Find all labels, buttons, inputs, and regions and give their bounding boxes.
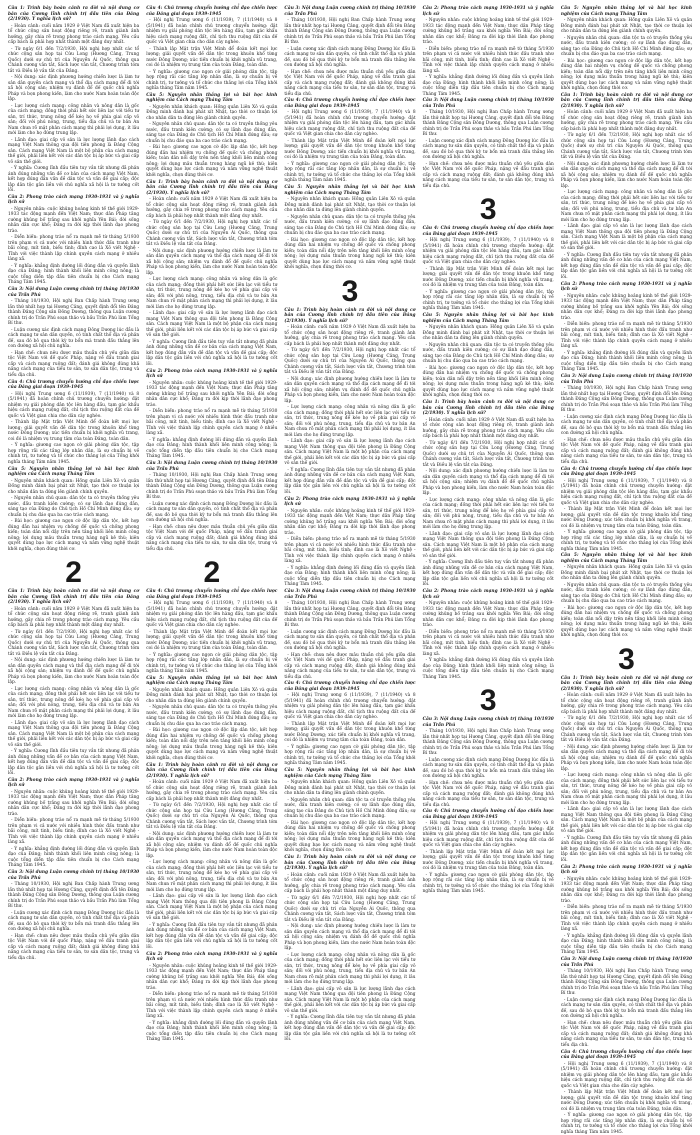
question-title: Câu 5: Nguyên nhân thắng lợi và bài học kinh nghiệm của Cách mạng Tháng Tám bbox=[146, 675, 278, 687]
answer-paragraph: - Nội dung: xác định phương hướng chiến lược là làm tư sản dân quyền cách mạng và thổ địa cách mạng để đi tới xã hội cộng sản; nhiệm vụ đánh đổ đế quốc chủ nghĩa Pháp và bọn phong kiến, làm cho nước Nam hoàn toàn độc lập. bbox=[8, 658, 140, 686]
question-title: Câu 3: Nội dung Luận cương chính trị tháng 10/1930 của Trần Phú bbox=[8, 870, 140, 881]
answer-paragraph: - Hoàn cảnh: cuối năm 1929 ở Việt Nam đã xuất hiện ba tổ chức cộng sản hoạt động riêng rẽ, tranh giành ảnh hưởng, gây chia rẽ trong phong trào cách mạng. Yêu cầu cấp bách là phải hợp nhất thành một đảng duy nhất. bbox=[146, 780, 278, 802]
answer-paragraph: - Thành lập Mặt trận Việt Minh để đoàn kết mọi lực lượng; giải quyết vấn đề dân tộc trong khuôn khổ từng nước Đông Dương; xúc tiến chuẩn bị khởi nghĩa vũ trang, coi đó là nhiệm vụ trung tâm của toàn Đảng, toàn dân. bbox=[422, 849, 554, 872]
answer-paragraph: - Diễn biến: phong trào nổ ra mạnh mẽ từ tháng 5/1930 trên phạm vi cả nước với nhiều hình thức đấu tranh như bãi công, mít tinh, biểu tình; đỉnh cao là Xô viết Nghệ - Tĩnh với việc thành lập chính quyền cách mạng ở nhiều làng xã. bbox=[8, 235, 140, 263]
answer-paragraph: - Luận cương xác định cách mạng Đông Dương lúc đầu là cách mạng tư sản dân quyền, có tính chất thổ địa và phản đế, sau đó bỏ qua thời kỳ tư bổn mà tranh đấu thẳng lên con đường xã hội chủ nghĩa. bbox=[284, 46, 416, 68]
question-block bbox=[146, 461, 277, 552]
question-block bbox=[8, 589, 139, 777]
answer-paragraph: - Luận cương xác định cách mạng Đông Dương lúc đầu là cách mạng tư sản dân quyền, có tính chất thổ địa và phản đế, sau đó bỏ qua thời kỳ tư bổn mà tranh đấu thẳng lên con đường xã hội chủ nghĩa. bbox=[422, 138, 554, 161]
question-title: Câu 1: Trình bày hoàn cảnh ra đời và nội dung cơ bản của Cương lĩnh chính trị đầu tiên của Đảng (2/1930). Ý nghĩa lịch sử? bbox=[284, 307, 416, 324]
answer-paragraph: - Nguyên nhân chủ quan: dân tộc ta có truyền thống yêu nước, đấu tranh kiên cường; có sự lãnh đạo đúng đắn, sáng tạo của Đảng do Chủ tịch Hồ Chí Minh đứng đầu; sự chuẩn bị chu đáo qua ba cao trào cách mạng. bbox=[284, 797, 416, 820]
question-block bbox=[8, 6, 139, 194]
question-block bbox=[561, 467, 692, 553]
answer-paragraph: - Nguyên nhân khách quan: Hồng quân Liên Xô và quân Đồng minh đánh bại phát xít Nhật, tạo thời cơ thuận lợi cho nhân dân ta đứng lên giành chính quyền. bbox=[422, 325, 554, 342]
answer-paragraph: - Hội nghị Trung ương 6 (11/1939), 7 (11/1940) và 8 (5/1941) đã hoàn chỉnh chủ trương chuyển hướng: đặt nhiệm vụ giải phóng dân tộc lên hàng đầu, tạm gác khẩu hiệu cách mạng ruộng đất, chỉ tịch thu ruộng đất của đế quốc và Việt gian chia cho dân cày nghèo. bbox=[284, 693, 416, 721]
answer-paragraph: - Từ ngày 6/1 đến 7/2/1930, Hội nghị hợp nhất các tổ chức cộng sản họp tại Cửu Long (Hương Cảng, Trung Quốc) dưới sự chủ trì của Nguyễn Ái Quốc, thông qua Chánh cương vắn tắt, Sách lược vắn tắt, Chương trình tóm tắt và Điều lệ vắn tắt của Đảng. bbox=[560, 716, 693, 744]
answer-paragraph: - Nguyên nhân chủ quan: dân tộc ta có truyền thống yêu nước, đấu tranh kiên cường; có sự lãnh đạo đúng đắn, sáng tạo của Đảng do Chủ tịch Hồ Chí Minh đứng đầu; sự chuẩn bị chu đáo qua ba cao trào cách mạng. bbox=[560, 582, 693, 605]
answer-paragraph: - Nguyên nhân khách quan: Hồng quân Liên Xô và quân Đồng minh đánh bại phát xít Nhật, tạo thời cơ thuận lợi cho nhân dân ta đứng lên giành chính quyền. bbox=[560, 565, 693, 582]
answer-paragraph: - Diễn biến: phong trào nổ ra mạnh mẽ từ tháng 5/1930 trên phạm vi cả nước với nhiều hình thức đấu tranh như bãi công, mít tinh, biểu tình; đỉnh cao là Xô viết Nghệ - Tĩnh với việc thành lập chính quyền cách mạng ở nhiều làng xã. bbox=[560, 905, 693, 933]
answer-paragraph: - Ý nghĩa: Cương lĩnh đầu tiên tuy vắn tắt nhưng đã phản ánh đúng những vấn đề cơ bản của cách mạng Việt Nam, kết hợp đúng đắn vấn đề dân tộc và vấn đề giai cấp; độc lập dân tộc gắn liền với chủ nghĩa xã hội là tư tưởng cốt lõi. bbox=[8, 749, 140, 777]
question-title: Câu 1: Trình bày hoàn cảnh ra đời và nội dung cơ bản của Cương lĩnh chính trị đầu tiên của Đảng (2/1930). Ý nghĩa lịch sử? bbox=[284, 855, 416, 872]
answer-paragraph: - Nguyên nhân chủ quan: dân tộc ta có truyền thống yêu nước, đấu tranh kiên cường; có sự lãnh đạo đúng đắn, sáng tạo của Đảng do Chủ tịch Hồ Chí Minh đứng đầu; sự chuẩn bị chu đáo qua ba cao trào cách mạng. bbox=[146, 705, 278, 727]
answer-paragraph: - Nguyên nhân khách quan: Hồng quân Liên Xô và quân Đồng minh đánh bại phát xít Nhật, tạo thời cơ thuận lợi cho nhân dân ta đứng lên giành chính quyền. bbox=[284, 780, 416, 797]
question-block bbox=[423, 589, 554, 680]
answer-paragraph: - Thành lập Mặt trận Việt Minh để đoàn kết mọi lực lượng; giải quyết vấn đề dân tộc trong khuôn khổ từng nước Đông Dương; xúc tiến chuẩn bị khởi nghĩa vũ trang, coi đó là nhiệm vụ trung tâm của toàn Đảng, toàn dân. bbox=[284, 721, 416, 744]
answer-paragraph: - Luận cương xác định cách mạng Đông Dương lúc đầu là cách mạng tư sản dân quyền, có tính chất thổ địa và phản đế, sau đó bỏ qua thời kỳ tư bổn mà tranh đấu thẳng lên con đường xã hội chủ nghĩa. bbox=[560, 997, 693, 1020]
question-title: Câu 3: Nội dung Luận cương chính trị tháng 10/1930 của Trần Phú bbox=[422, 717, 554, 728]
question-title: Câu 2: Phong trào cách mạng 1930-1931 và ý nghĩa lịch sử bbox=[146, 951, 278, 963]
answer-paragraph: - Từ ngày 6/1 đến 7/2/1930, Hội nghị hợp nhất các tổ chức cộng sản họp tại Cửu Long (Hương Cảng, Trung Quốc) dưới sự chủ trì của Nguyễn Ái Quốc, thông qua Chánh cương vắn tắt, Sách lược vắn tắt, Chương trình tóm tắt và Điều lệ vắn tắt của Đảng. bbox=[560, 133, 693, 161]
question-block bbox=[423, 313, 554, 399]
answer-paragraph: - Lực lượng cách mạng: công nhân và nông dân là gốc của cách mạng; đồng thời phải hết sức liên lạc với tiểu tư sản, trí thức, trung nông để kéo họ về phía giai cấp vô sản; đối với phú nông, trung, tiểu địa chủ và tư bản An Nam chưa rõ mặt phản cách mạng thì phải lợi dụng, ít lâu mới làm cho họ đứng trung lập. bbox=[284, 952, 416, 986]
question-title: Câu 1: Trình bày hoàn cảnh ra đời và nội dung cơ bản của Cương lĩnh chính trị đầu tiên của Đảng (2/1930). Ý nghĩa lịch sử? bbox=[146, 179, 278, 196]
question-title: Câu 1: Trình bày hoàn cảnh ra đời và nội dung cơ bản của Cương lĩnh chính trị đầu tiên của Đảng (2/1930). Ý nghĩa lịch sử? bbox=[8, 6, 140, 22]
answer-paragraph: - Từ ngày 6/1 đến 7/2/1930, Hội nghị hợp nhất các tổ chức cộng sản họp tại Cửu Long (Hương Cảng, Trung Quốc) dưới sự chủ trì của Nguyễn Ái Quốc, thông qua Chánh cương vắn tắt, Sách lược vắn tắt, Chương trình tóm tắt và Điều lệ vắn tắt của Đảng. bbox=[8, 46, 140, 74]
answer-paragraph: - Diễn biến: phong trào nổ ra mạnh mẽ từ tháng 5/1930 trên phạm vi cả nước với nhiều hình thức đấu tranh như bãi công, mít tinh, biểu tình; đỉnh cao là Xô viết Nghệ - Tĩnh với việc thành lập chính quyền cách mạng ở nhiều làng xã. bbox=[560, 322, 693, 350]
answer-paragraph: - Ý nghĩa: khẳng định đường lối đúng đắn và quyền lãnh đạo của Đảng; hình thành khối liên minh công nông; là cuộc tổng diễn tập đầu tiên chuẩn bị cho Cách mạng Tháng Tám 1945. bbox=[8, 263, 140, 286]
question-title: Câu 4: Chủ trương chuyển hướng chỉ đạo chiến lược của Đảng giai đoạn 1939-1945 bbox=[284, 681, 416, 692]
question-title: Câu 1: Trình bày hoàn cảnh ra đời và nội dung cơ bản của Cương lĩnh chính trị đầu tiên của Đảng (2/1930). Ý nghĩa lịch sử? bbox=[560, 675, 693, 692]
question-title: Câu 3: Nội dung Luận cương chính trị tháng 10/1930 của Trần Phú bbox=[560, 957, 693, 968]
answer-paragraph: - Tháng 10/1930, Hội nghị Ban Chấp hành Trung ương lần thứ nhất họp tại Hương Cảng, quyết định đổi tên Đảng thành Đảng Cộng sản Đông Dương, thông qua Luận cương chính trị do Trần Phú soạn thảo và bầu Trần Phú làm Tổng Bí thư. bbox=[560, 386, 693, 414]
question-title: Câu 2: Phong trào cách mạng 1930-1931 và ý nghĩa lịch sử bbox=[422, 589, 554, 600]
question-title: Câu 3: Nội dung Luận cương chính trị tháng 10/1930 của Trần Phú bbox=[8, 287, 140, 298]
answer-paragraph: - Tháng 10/1930, Hội nghị Ban Chấp hành Trung ương lần thứ nhất họp tại Hương Cảng, quyết định đổi tên Đảng thành Đảng Cộng sản Đông Dương, thông qua Luận cương chính trị do Trần Phú soạn thảo và bầu Trần Phú làm Tổng Bí thư. bbox=[422, 729, 554, 757]
question-title: Câu 3: Nội dung Luận cương chính trị tháng 10/1930 của Trần Phú bbox=[284, 6, 416, 17]
answer-paragraph: - Ý nghĩa: giương cao ngọn cờ giải phóng dân tộc, tập hợp rộng rãi các tầng lớp nhân dân, là sự chuẩn bị về chính trị, tư tưởng và tổ chức cho thắng lợi của Tổng khởi nghĩa tháng Tám năm 1945. bbox=[146, 69, 278, 91]
text-column-4 bbox=[423, 6, 554, 956]
question-block bbox=[561, 553, 692, 639]
answer-paragraph: - Hoàn cảnh: cuối năm 1929 ở Việt Nam đã xuất hiện ba tổ chức cộng sản hoạt động riêng rẽ, tranh giành ảnh hưởng, gây chia rẽ trong phong trào cách mạng. Yêu cầu cấp bách là phải hợp nhất thành một đảng duy nhất. bbox=[8, 23, 140, 45]
question-title: Câu 3: Nội dung Luận cương chính trị tháng 10/1930 của Trần Phú bbox=[560, 374, 693, 385]
answer-paragraph: - Ý nghĩa: Cương lĩnh đầu tiên tuy vắn tắt nhưng đã phản ánh đúng những vấn đề cơ bản của cách mạng Việt Nam, kết hợp đúng đắn vấn đề dân tộc và vấn đề giai cấp; độc lập dân tộc gắn liền với chủ nghĩa xã hội là tư tưởng cốt lõi. bbox=[422, 560, 554, 588]
question-block bbox=[561, 676, 692, 864]
answer-paragraph: - Lực lượng cách mạng: công nhân và nông dân là gốc của cách mạng; đồng thời phải hết sức liên lạc với tiểu tư sản, trí thức, trung nông để kéo họ về phía giai cấp vô sản; đối với phú nông, trung, tiểu địa chủ và tư bản An Nam chưa rõ mặt phản cách mạng thì phải lợi dụng, ít lâu mới làm cho họ đứng trung lập. bbox=[422, 497, 554, 531]
answer-paragraph: - Thành lập Mặt trận Việt Minh để đoàn kết mọi lực lượng; giải quyết vấn đề dân tộc trong khuôn khổ từng nước Đông Dương; xúc tiến chuẩn bị khởi nghĩa vũ trang, coi đó là nhiệm vụ trung tâm của toàn Đảng, toàn dân. bbox=[8, 420, 140, 442]
answer-paragraph: - Lãnh đạo: giai cấp vô sản là lực lượng lãnh đạo cách mạng Việt Nam thông qua đội tiên phong là Đảng Cộng sản. Cách mạng Việt Nam là một bộ phận của cách mạng thế giới, phải liên kết với các dân tộc bị áp bức và giai cấp vô sản thế giới. bbox=[560, 224, 693, 252]
answer-paragraph: - Lãnh đạo: giai cấp vô sản là lực lượng lãnh đạo cách mạng Việt Nam thông qua đội tiên phong là Đảng Cộng sản. Cách mạng Việt Nam là một bộ phận của cách mạng thế giới, phải liên kết với các dân tộc bị áp bức và giai cấp vô sản thế giới. bbox=[560, 807, 693, 835]
answer-paragraph: - Ý nghĩa: khẳng định đường lối đúng đắn và quyền lãnh đạo của Đảng; hình thành khối liên minh công nông; là cuộc tổng diễn tập đầu tiên chuẩn bị cho Cách mạng Tháng Tám 1945. bbox=[146, 437, 278, 460]
question-block bbox=[146, 952, 277, 1043]
question-block bbox=[423, 6, 554, 97]
answer-paragraph: - Nguyên nhân khách quan: Hồng quân Liên Xô và quân Đồng minh đánh bại phát xít Nhật, tạo thời cơ thuận lợi cho nhân dân ta đứng lên giành chính quyền. bbox=[560, 18, 693, 34]
answer-paragraph: - Ý nghĩa: Cương lĩnh đầu tiên tuy vắn tắt nhưng đã phản ánh đúng những vấn đề cơ bản của cách mạng Việt Nam, kết hợp đúng đắn vấn đề dân tộc và vấn đề giai cấp; độc lập dân tộc gắn liền với chủ nghĩa xã hội là tư tưởng cốt lõi. bbox=[560, 252, 693, 280]
question-title: Câu 4: Chủ trương chuyển hướng chỉ đạo chiến lược của Đảng giai đoạn 1939-1945 bbox=[422, 809, 554, 820]
answer-paragraph: - Nguyên nhân: cuộc khủng hoảng kinh tế thế giới 1929-1933 tác động mạnh đến Việt Nam; thực dân Pháp tăng cường khủng bố trắng sau khởi nghĩa Yên Bái; đời sống nhân dân cực khổ; Đảng ra đời kịp thời lãnh đạo phong trào. bbox=[8, 789, 140, 817]
question-block bbox=[423, 98, 554, 189]
question-title: Câu 4: Chủ trương chuyển hướng chỉ đạo chiến lược của Đảng giai đoạn 1939-1945 bbox=[284, 98, 416, 109]
answer-paragraph: - Ý nghĩa: khẳng định đường lối đúng đắn và quyền lãnh đạo của Đảng; hình thành khối liên minh công nông; là cuộc tổng diễn tập đầu tiên chuẩn bị cho Cách mạng Tháng Tám 1945. bbox=[284, 565, 416, 588]
answer-paragraph: - Hoàn cảnh: cuối năm 1929 ở Việt Nam đã xuất hiện ba tổ chức cộng sản hoạt động riêng rẽ, tranh giành ảnh hưởng, gây chia rẽ trong phong trào cách mạng. Yêu cầu cấp bách là phải hợp nhất thành một đảng duy nhất. bbox=[560, 693, 693, 715]
text-column-1 bbox=[8, 6, 140, 961]
answer-paragraph: - Bài học: giương cao ngọn cờ độc lập dân tộc, kết hợp đúng đắn hai nhiệm vụ chống đế quốc và chống phong kiến; toàn dân nổi dậy trên nền tảng khối liên minh công nông; lợi dụng mâu thuẫn trong hàng ngũ kẻ thù; kiên quyết dùng bạo lực cách mạng và nắm vững nghệ thuật khởi nghĩa, chọn đúng thời cơ. bbox=[560, 605, 693, 639]
answer-paragraph: - Hạn chế: chưa nêu được mâu thuẫn chủ yếu giữa dân tộc Việt Nam với đế quốc Pháp, nặng về đấu tranh giai cấp và cách mạng ruộng đất; đánh giá không đúng khả năng cách mạng của tiểu tư sản, tư sản dân tộc, trung và tiểu địa chủ. bbox=[560, 1020, 693, 1048]
answer-paragraph: - Từ ngày 6/1 đến 7/2/1930, Hội nghị hợp nhất các tổ chức cộng sản họp tại Cửu Long (Hương Cảng, Trung Quốc) dưới sự chủ trì của Nguyễn Ái Quốc, thông qua Chánh cương vắn tắt, Sách lược vắn tắt, Chương trình tóm tắt và Điều lệ vắn tắt của Đảng. bbox=[146, 803, 278, 831]
answer-paragraph: - Lực lượng cách mạng: công nhân và nông dân là gốc của cách mạng; đồng thời phải hết sức liên lạc với tiểu tư sản, trí thức, trung nông để kéo họ về phía giai cấp vô sản; đối với phú nông, trung, tiểu địa chủ và tư bản An Nam chưa rõ mặt phản cách mạng thì phải lợi dụng, ít lâu mới làm cho họ đứng trung lập. bbox=[560, 773, 693, 806]
answer-paragraph: - Nguyên nhân: cuộc khủng hoảng kinh tế thế giới 1929-1933 tác động mạnh đến Việt Nam; thực dân Pháp tăng cường khủng bố trắng sau khởi nghĩa Yên Bái; đời sống nhân dân cực khổ; Đảng ra đời kịp thời lãnh đạo phong trào. bbox=[422, 18, 554, 45]
answer-paragraph: - Tháng 10/1930, Hội nghị Ban Chấp hành Trung ương lần thứ nhất họp tại Hương Cảng, quyết định đổi tên Đảng thành Đảng Cộng sản Đông Dương, thông qua Luận cương chính trị do Trần Phú soạn thảo và bầu Trần Phú làm Tổng Bí thư. bbox=[8, 299, 140, 327]
answer-paragraph: - Hoàn cảnh: cuối năm 1929 ở Việt Nam đã xuất hiện ba tổ chức cộng sản hoạt động riêng rẽ, tranh giành ảnh hưởng, gây chia rẽ trong phong trào cách mạng. Yêu cầu cấp bách là phải hợp nhất thành một đảng duy nhất. bbox=[284, 872, 416, 895]
question-title: Câu 3: Nội dung Luận cương chính trị tháng 10/1930 của Trần Phú bbox=[146, 461, 278, 472]
text-column-5 bbox=[560, 6, 693, 1135]
answer-paragraph: - Hội nghị Trung ương 6 (11/1939), 7 (11/1940) và 8 (5/1941) đã hoàn chỉnh chủ trương chuyển hướng: đặt nhiệm vụ giải phóng dân tộc lên hàng đầu, tạm gác khẩu hiệu cách mạng ruộng đất, chỉ tịch thu ruộng đất của đế quốc và Việt gian chia cho dân cày nghèo. bbox=[146, 601, 278, 629]
section-number: 3 bbox=[479, 684, 497, 718]
answer-paragraph: - Ý nghĩa: Cương lĩnh đầu tiên tuy vắn tắt nhưng đã phản ánh đúng những vấn đề cơ bản của cách mạng Việt Nam, kết hợp đúng đắn vấn đề dân tộc và vấn đề giai cấp; độc lập dân tộc gắn liền với chủ nghĩa xã hội là tư tưởng cốt lõi. bbox=[284, 1015, 416, 1043]
question-block bbox=[561, 865, 692, 956]
question-title: Câu 2: Phong trào cách mạng 1930-1931 và ý nghĩa lịch sử bbox=[146, 368, 278, 380]
question-block bbox=[423, 226, 554, 312]
answer-paragraph: - Tháng 10/1930, Hội nghị Ban Chấp hành Trung ương lần thứ nhất họp tại Hương Cảng, quyết định đổi tên Đảng thành Đảng Cộng sản Đông Dương, thông qua Luận cương chính trị do Trần Phú soạn thảo và bầu Trần Phú làm Tổng Bí thư. bbox=[284, 601, 416, 629]
answer-paragraph: - Bài học: giương cao ngọn cờ độc lập dân tộc, kết hợp đúng đắn hai nhiệm vụ chống đế quốc và chống phong kiến; toàn dân nổi dậy trên nền tảng khối liên minh công nông; lợi dụng mâu thuẫn trong hàng ngũ kẻ thù; kiên quyết dùng bạo lực cách mạng và nắm vững nghệ thuật khởi nghĩa, chọn đúng thời cơ. bbox=[8, 519, 140, 552]
answer-paragraph: - Hội nghị Trung ương 6 (11/1939), 7 (11/1940) và 8 (5/1941) đã hoàn chỉnh chủ trương chuyển hướng: đặt nhiệm vụ giải phóng dân tộc lên hàng đầu, tạm gác khẩu hiệu cách mạng ruộng đất, chỉ tịch thu ruộng đất của đế quốc và Việt gian chia cho dân cày nghèo. bbox=[146, 18, 278, 45]
answer-paragraph: - Nguyên nhân chủ quan: dân tộc ta có truyền thống yêu nước, đấu tranh kiên cường; có sự lãnh đạo đúng đắn, sáng tạo của Đảng do Chủ tịch Hồ Chí Minh đứng đầu; sự chuẩn bị chu đáo qua ba cao trào cách mạng. bbox=[422, 342, 554, 365]
answer-paragraph: - Ý nghĩa: khẳng định đường lối đúng đắn và quyền lãnh đạo của Đảng; hình thành khối liên minh công nông; là cuộc tổng diễn tập đầu tiên chuẩn bị cho Cách mạng Tháng Tám 1945. bbox=[422, 658, 554, 680]
answer-paragraph: - Nguyên nhân: cuộc khủng hoảng kinh tế thế giới 1929-1933 tác động mạnh đến Việt Nam; thực dân Pháp tăng cường khủng bố trắng sau khởi nghĩa Yên Bái; đời sống nhân dân cực khổ; Đảng ra đời kịp thời lãnh đạo phong trào. bbox=[560, 876, 693, 904]
answer-paragraph: - Lực lượng cách mạng: công nhân và nông dân là gốc của cách mạng; đồng thời phải hết sức liên lạc với tiểu tư sản, trí thức, trung nông để kéo họ về phía giai cấp vô sản; đối với phú nông, trung, tiểu địa chủ và tư bản An Nam chưa rõ mặt phản cách mạng thì phải lợi dụng, ít lâu mới làm cho họ đứng trung lập. bbox=[8, 103, 140, 136]
section-number: 3 bbox=[341, 274, 359, 308]
question-title: Câu 1: Trình bày hoàn cảnh ra đời và nội dung cơ bản của Cương lĩnh chính trị đầu tiên của Đảng (2/1930). Ý nghĩa lịch sử? bbox=[422, 400, 554, 417]
answer-paragraph: - Ý nghĩa: Cương lĩnh đầu tiên tuy vắn tắt nhưng đã phản ánh đúng những vấn đề cơ bản của cách mạng Việt Nam, kết hợp đúng đắn vấn đề dân tộc và vấn đề giai cấp; độc lập dân tộc gắn liền với chủ nghĩa xã hội là tư tưởng cốt lõi. bbox=[284, 467, 416, 495]
answer-paragraph: - Lực lượng cách mạng: công nhân và nông dân là gốc của cách mạng; đồng thời phải hết sức liên lạc với tiểu tư sản, trí thức, trung nông để kéo họ về phía giai cấp vô sản; đối với phú nông, trung, tiểu địa chủ và tư bản An Nam chưa rõ mặt phản cách mạng thì phải lợi dụng, ít lâu mới làm cho họ đứng trung lập. bbox=[284, 405, 416, 438]
question-block bbox=[423, 400, 554, 588]
question-title: Câu 4: Chủ trương chuyển hướng chỉ đạo chiến lược của Đảng giai đoạn 1939-1945 bbox=[560, 1049, 693, 1061]
answer-paragraph: - Ý nghĩa: khẳng định đường lối đúng đắn và quyền lãnh đạo của Đảng; hình thành khối liên minh công nông; là cuộc tổng diễn tập đầu tiên chuẩn bị cho Cách mạng Tháng Tám 1945. bbox=[560, 350, 693, 373]
answer-paragraph: - Nội dung: xác định phương hướng chiến lược là làm tư sản dân quyền cách mạng và thổ địa cách mạng để đi tới xã hội cộng sản; nhiệm vụ đánh đổ đế quốc chủ nghĩa Pháp và bọn phong kiến, làm cho nước Nam hoàn toàn độc lập. bbox=[560, 744, 693, 772]
answer-paragraph: - Thành lập Mặt trận Việt Minh để đoàn kết mọi lực lượng; giải quyết vấn đề dân tộc trong khuôn khổ từng nước Đông Dương; xúc tiến chuẩn bị khởi nghĩa vũ trang, coi đó là nhiệm vụ trung tâm của toàn Đảng, toàn dân. bbox=[146, 46, 278, 68]
answer-paragraph: - Nguyên nhân: cuộc khủng hoảng kinh tế thế giới 1929-1933 tác động mạnh đến Việt Nam; thực dân Pháp tăng cường khủng bố trắng sau khởi nghĩa Yên Bái; đời sống nhân dân cực khổ; Đảng ra đời kịp thời lãnh đạo phong trào. bbox=[560, 293, 693, 321]
question-block bbox=[561, 282, 692, 373]
answer-paragraph: - Hội nghị Trung ương 6 (11/1939), 7 (11/1940) và 8 (5/1941) đã hoàn chỉnh chủ trương chuyển hướng: đặt nhiệm vụ giải phóng dân tộc lên hàng đầu, tạm gác khẩu hiệu cách mạng ruộng đất, chỉ tịch thu ruộng đất của đế quốc và Việt gian chia cho dân cày nghèo. bbox=[560, 478, 693, 506]
answer-paragraph: - Nguyên nhân: cuộc khủng hoảng kinh tế thế giới 1929-1933 tác động mạnh đến Việt Nam; thực dân Pháp tăng cường khủng bố trắng sau khởi nghĩa Yên Bái; đời sống nhân dân cực khổ; Đảng ra đời kịp thời lãnh đạo phong trào. bbox=[422, 601, 554, 629]
answer-paragraph: - Luận cương xác định cách mạng Đông Dương lúc đầu là cách mạng tư sản dân quyền, có tính chất thổ địa và phản đế, sau đó bỏ qua thời kỳ tư bổn mà tranh đấu thẳng lên con đường xã hội chủ nghĩa. bbox=[8, 327, 140, 350]
answer-paragraph: - Hạn chế: chưa nêu được mâu thuẫn chủ yếu giữa dân tộc Việt Nam với đế quốc Pháp, nặng về đấu tranh giai cấp và cách mạng ruộng đất; đánh giá không đúng khả năng cách mạng của tiểu tư sản, tư sản dân tộc, trung và tiểu địa chủ. bbox=[422, 161, 554, 189]
answer-paragraph: - Từ ngày 6/1 đến 7/2/1930, Hội nghị hợp nhất các tổ chức cộng sản họp tại Cửu Long (Hương Cảng, Trung Quốc) dưới sự chủ trì của Nguyễn Ái Quốc, thông qua Chánh cương vắn tắt, Sách lược vắn tắt, Chương trình tóm tắt và Điều lệ vắn tắt của Đảng. bbox=[422, 440, 554, 468]
answer-paragraph: - Tháng 10/1930, Hội nghị Ban Chấp hành Trung ương lần thứ nhất họp tại Hương Cảng, quyết định đổi tên Đảng thành Đảng Cộng sản Đông Dương, thông qua Luận cương chính trị do Trần Phú soạn thảo và bầu Trần Phú làm Tổng Bí thư. bbox=[8, 882, 140, 910]
question-block bbox=[561, 374, 692, 465]
question-block bbox=[146, 763, 277, 951]
answer-paragraph: - Hội nghị Trung ương 6 (11/1939), 7 (11/1940) và 8 (5/1941) đã hoàn chỉnh chủ trương chuyển hướng: đặt nhiệm vụ giải phóng dân tộc lên hàng đầu, tạm gác khẩu hiệu cách mạng ruộng đất, chỉ tịch thu ruộng đất của đế quốc và Việt gian chia cho dân cày nghèo. bbox=[284, 110, 416, 138]
answer-paragraph: - Hội nghị Trung ương 6 (11/1939), 7 (11/1940) và 8 (5/1941) đã hoàn chỉnh chủ trương chuyển hướng: đặt nhiệm vụ giải phóng dân tộc lên hàng đầu, tạm gác khẩu hiệu cách mạng ruộng đất, chỉ tịch thu ruộng đất của đế quốc và Việt gian chia cho dân cày nghèo. bbox=[8, 391, 140, 419]
answer-paragraph: - Từ ngày 6/1 đến 7/2/1930, Hội nghị hợp nhất các tổ chức cộng sản họp tại Cửu Long (Hương Cảng, Trung Quốc) dưới sự chủ trì của Nguyễn Ái Quốc, thông qua Chánh cương vắn tắt, Sách lược vắn tắt, Chương trình tóm tắt và Điều lệ vắn tắt của Đảng. bbox=[284, 348, 416, 376]
answer-paragraph: - Hạn chế: chưa nêu được mâu thuẫn chủ yếu giữa dân tộc Việt Nam với đế quốc Pháp, nặng về đấu tranh giai cấp và cách mạng ruộng đất; đánh giá không đúng khả năng cách mạng của tiểu tư sản, tư sản dân tộc, trung và tiểu địa chủ. bbox=[422, 780, 554, 808]
answer-paragraph: - Lãnh đạo: giai cấp vô sản là lực lượng lãnh đạo cách mạng Việt Nam thông qua đội tiên phong là Đảng Cộng sản. Cách mạng Việt Nam là một bộ phận của cách mạng thế giới, phải liên kết với các dân tộc bị áp bức và giai cấp vô sản thế giới. bbox=[284, 986, 416, 1014]
answer-paragraph: - Hạn chế: chưa nêu được mâu thuẫn chủ yếu giữa dân tộc Việt Nam với đế quốc Pháp, nặng về đấu tranh giai cấp và cách mạng ruộng đất; đánh giá không đúng khả năng cách mạng của tiểu tư sản, tư sản dân tộc, trung và tiểu địa chủ. bbox=[8, 933, 140, 961]
answer-paragraph: - Hạn chế: chưa nêu được mâu thuẫn chủ yếu giữa dân tộc Việt Nam với đế quốc Pháp, nặng về đấu tranh giai cấp và cách mạng ruộng đất; đánh giá không đúng khả năng cách mạng của tiểu tư sản, tư sản dân tộc, trung và tiểu địa chủ. bbox=[8, 350, 140, 378]
question-title: Câu 5: Nguyên nhân thắng lợi và bài học kinh nghiệm của Cách mạng Tháng Tám bbox=[146, 92, 278, 104]
answer-paragraph: - Nguyên nhân khách quan: Hồng quân Liên Xô và quân Đồng minh đánh bại phát xít Nhật, tạo thời cơ thuận lợi cho nhân dân ta đứng lên giành chính quyền. bbox=[146, 104, 278, 121]
answer-paragraph: - Nguyên nhân: cuộc khủng hoảng kinh tế thế giới 1929-1933 tác động mạnh đến Việt Nam; thực dân Pháp tăng cường khủng bố trắng sau khởi nghĩa Yên Bái; đời sống nhân dân cực khổ; Đảng ra đời kịp thời lãnh đạo phong trào. bbox=[8, 206, 140, 234]
question-title: Câu 1: Trình bày hoàn cảnh ra đời và nội dung cơ bản của Cương lĩnh chính trị đầu tiên của Đảng (2/1930). Ý nghĩa lịch sử? bbox=[8, 589, 140, 606]
answer-paragraph: - Nguyên nhân chủ quan: dân tộc ta có truyền thống yêu nước, đấu tranh kiên cường; có sự lãnh đạo đúng đắn, sáng tạo của Đảng do Chủ tịch Hồ Chí Minh đứng đầu; sự chuẩn bị chu đáo qua ba cao trào cách mạng. bbox=[284, 214, 416, 237]
answer-paragraph: - Ý nghĩa: giương cao ngọn cờ giải phóng dân tộc, tập hợp rộng rãi các tầng lớp nhân dân, là sự chuẩn bị về chính trị, tư tưởng và tổ chức cho thắng lợi của Tổng khởi nghĩa tháng Tám năm 1945. bbox=[146, 652, 278, 675]
answer-paragraph: - Thành lập Mặt trận Việt Minh để đoàn kết mọi lực lượng; giải quyết vấn đề dân tộc trong khuôn khổ từng nước Đông Dương; xúc tiến chuẩn bị khởi nghĩa vũ trang, coi đó là nhiệm vụ trung tâm của toàn Đảng, toàn dân. bbox=[422, 266, 554, 289]
question-block bbox=[284, 497, 415, 588]
text-column-3 bbox=[284, 6, 416, 1043]
question-block bbox=[284, 98, 415, 184]
answer-paragraph: - Hạn chế: chưa nêu được mâu thuẫn chủ yếu giữa dân tộc Việt Nam với đế quốc Pháp, nặng về đấu tranh giai cấp và cách mạng ruộng đất; đánh giá không đúng khả năng cách mạng của tiểu tư sản, tư sản dân tộc, trung và tiểu địa chủ. bbox=[284, 69, 416, 97]
question-block bbox=[561, 6, 692, 92]
question-title: Câu 5: Nguyên nhân thắng lợi và bài học kinh nghiệm của Cách mạng Tháng Tám bbox=[560, 6, 693, 17]
answer-paragraph: - Ý nghĩa: khẳng định đường lối đúng đắn và quyền lãnh đạo của Đảng; hình thành khối liên minh công nông; là cuộc tổng diễn tập đầu tiên chuẩn bị cho Cách mạng Tháng Tám 1945. bbox=[422, 75, 554, 97]
answer-paragraph: - Luận cương xác định cách mạng Đông Dương lúc đầu là cách mạng tư sản dân quyền, có tính chất thổ địa và phản đế, sau đó bỏ qua thời kỳ tư bổn mà tranh đấu thẳng lên con đường xã hội chủ nghĩa. bbox=[422, 757, 554, 780]
answer-paragraph: - Hoàn cảnh: cuối năm 1929 ở Việt Nam đã xuất hiện ba tổ chức cộng sản hoạt động riêng rẽ, tranh giành ảnh hưởng, gây chia rẽ trong phong trào cách mạng. Yêu cầu cấp bách là phải hợp nhất thành một đảng duy nhất. bbox=[560, 110, 693, 132]
answer-paragraph: - Luận cương xác định cách mạng Đông Dương lúc đầu là cách mạng tư sản dân quyền, có tính chất thổ địa và phản đế, sau đó bỏ qua thời kỳ tư bổn mà tranh đấu thẳng lên con đường xã hội chủ nghĩa. bbox=[146, 501, 278, 524]
answer-paragraph: - Ý nghĩa: khẳng định đường lối đúng đắn và quyền lãnh đạo của Đảng; hình thành khối liên minh công nông; là cuộc tổng diễn tập đầu tiên chuẩn bị cho Cách mạng Tháng Tám 1945. bbox=[560, 933, 693, 956]
answer-paragraph: - Lực lượng cách mạng: công nhân và nông dân là gốc của cách mạng; đồng thời phải hết sức liên lạc với tiểu tư sản, trí thức, trung nông để kéo họ về phía giai cấp vô sản; đối với phú nông, trung, tiểu địa chủ và tư bản An Nam chưa rõ mặt phản cách mạng thì phải lợi dụng, ít lâu mới làm cho họ đứng trung lập. bbox=[8, 686, 140, 720]
answer-paragraph: - Lãnh đạo: giai cấp vô sản là lực lượng lãnh đạo cách mạng Việt Nam thông qua đội tiên phong là Đảng Cộng sản. Cách mạng Việt Nam là một bộ phận của cách mạng thế giới, phải liên kết với các dân tộc bị áp bức và giai cấp vô sản thế giới. bbox=[8, 137, 140, 165]
question-block bbox=[146, 589, 277, 675]
answer-paragraph: - Nguyên nhân: cuộc khủng hoảng kinh tế thế giới 1929-1933 tác động mạnh đến Việt Nam; thực dân Pháp tăng cường khủng bố trắng sau khởi nghĩa Yên Bái; đời sống nhân dân cực khổ; Đảng ra đời kịp thời lãnh đạo phong trào. bbox=[146, 380, 278, 408]
question-title: Câu 3: Nội dung Luận cương chính trị tháng 10/1930 của Trần Phú bbox=[422, 98, 554, 109]
question-title: Câu 4: Chủ trương chuyển hướng chỉ đạo chiến lược của Đảng giai đoạn 1939-1945 bbox=[146, 589, 278, 600]
question-title: Câu 1: Trình bày hoàn cảnh ra đời và nội dung cơ bản của Cương lĩnh chính trị đầu tiên của Đảng (2/1930). Ý nghĩa lịch sử? bbox=[146, 762, 278, 779]
answer-paragraph: - Nội dung: xác định phương hướng chiến lược là làm tư sản dân quyền cách mạng và thổ địa cách mạng để đi tới xã hội cộng sản; nhiệm vụ đánh đổ đế quốc chủ nghĩa Pháp và bọn phong kiến, làm cho nước Nam hoàn toàn độc lập. bbox=[146, 831, 278, 859]
question-block bbox=[146, 180, 277, 368]
answer-paragraph: - Nguyên nhân: cuộc khủng hoảng kinh tế thế giới 1929-1933 tác động mạnh đến Việt Nam; thực dân Pháp tăng cường khủng bố trắng sau khởi nghĩa Yên Bái; đời sống nhân dân cực khổ; Đảng ra đời kịp thời lãnh đạo phong trào. bbox=[284, 508, 416, 536]
question-block bbox=[284, 681, 415, 767]
answer-paragraph: - Bài học: giương cao ngọn cờ độc lập dân tộc, kết hợp đúng đắn hai nhiệm vụ chống đế quốc và chống phong kiến; toàn dân nổi dậy trên nền tảng khối liên minh công nông; lợi dụng mâu thuẫn trong hàng ngũ kẻ thù; kiên quyết dùng bạo lực cách mạng và nắm vững nghệ thuật khởi nghĩa, chọn đúng thời cơ. bbox=[146, 728, 278, 761]
answer-paragraph: - Ý nghĩa: Cương lĩnh đầu tiên tuy vắn tắt nhưng đã phản ánh đúng những vấn đề cơ bản của cách mạng Việt Nam, kết hợp đúng đắn vấn đề dân tộc và vấn đề giai cấp; độc lập dân tộc gắn liền với chủ nghĩa xã hội là tư tưởng cốt lõi. bbox=[8, 166, 140, 193]
answer-paragraph: - Tháng 10/1930, Hội nghị Ban Chấp hành Trung ương lần thứ nhất họp tại Hương Cảng, quyết định đổi tên Đảng thành Đảng Cộng sản Đông Dương, thông qua Luận cương chính trị do Trần Phú soạn thảo và bầu Trần Phú làm Tổng Bí thư. bbox=[560, 969, 693, 997]
answer-paragraph: - Hạn chế: chưa nêu được mâu thuẫn chủ yếu giữa dân tộc Việt Nam với đế quốc Pháp, nặng về đấu tranh giai cấp và cách mạng ruộng đất; đánh giá không đúng khả năng cách mạng của tiểu tư sản, tư sản dân tộc, trung và tiểu địa chủ. bbox=[146, 524, 278, 552]
question-block bbox=[146, 369, 277, 460]
question-title: Câu 5: Nguyên nhân thắng lợi và bài học kinh nghiệm của Cách mạng Tháng Tám bbox=[284, 185, 416, 196]
answer-paragraph: - Bài học: giương cao ngọn cờ độc lập dân tộc, kết hợp đúng đắn hai nhiệm vụ chống đế quốc và chống phong kiến; toàn dân nổi dậy trên nền tảng khối liên minh công nông; lợi dụng mâu thuẫn trong hàng ngũ kẻ thù; kiên quyết dùng bạo lực cách mạng và nắm vững nghệ thuật khởi nghĩa, chọn đúng thời cơ. bbox=[560, 58, 693, 91]
answer-paragraph: - Hoàn cảnh: cuối năm 1929 ở Việt Nam đã xuất hiện ba tổ chức cộng sản hoạt động riêng rẽ, tranh giành ảnh hưởng, gây chia rẽ trong phong trào cách mạng. Yêu cầu cấp bách là phải hợp nhất thành một đảng duy nhất. bbox=[284, 325, 416, 347]
answer-paragraph: - Tháng 10/1930, Hội nghị Ban Chấp hành Trung ương lần thứ nhất họp tại Hương Cảng, quyết định đổi tên Đảng thành Đảng Cộng sản Đông Dương, thông qua Luận cương chính trị do Trần Phú soạn thảo và bầu Trần Phú làm Tổng Bí thư. bbox=[422, 110, 554, 138]
answer-paragraph: - Hoàn cảnh: cuối năm 1929 ở Việt Nam đã xuất hiện ba tổ chức cộng sản hoạt động riêng rẽ, tranh giành ảnh hưởng, gây chia rẽ trong phong trào cách mạng. Yêu cầu cấp bách là phải hợp nhất thành một đảng duy nhất. bbox=[146, 197, 278, 219]
answer-paragraph: - Ý nghĩa: khẳng định đường lối đúng đắn và quyền lãnh đạo của Đảng; hình thành khối liên minh công nông; là cuộc tổng diễn tập đầu tiên chuẩn bị cho Cách mạng Tháng Tám 1945. bbox=[146, 1020, 278, 1043]
answer-paragraph: - Hội nghị Trung ương 6 (11/1939), 7 (11/1940) và 8 (5/1941) đã hoàn chỉnh chủ trương chuyển hướng: đặt nhiệm vụ giải phóng dân tộc lên hàng đầu, tạm gác khẩu hiệu cách mạng ruộng đất, chỉ tịch thu ruộng đất của đế quốc và Việt gian chia cho dân cày nghèo. bbox=[560, 1061, 693, 1089]
section-number: 3 bbox=[618, 642, 635, 676]
answer-paragraph: - Tháng 10/1930, Hội nghị Ban Chấp hành Trung ương lần thứ nhất họp tại Hương Cảng, quyết định đổi tên Đảng thành Đảng Cộng sản Đông Dương, thông qua Luận cương chính trị do Trần Phú soạn thảo và bầu Trần Phú làm Tổng Bí thư. bbox=[284, 18, 416, 45]
answer-paragraph: - Nguyên nhân khách quan: Hồng quân Liên Xô và quân Đồng minh đánh bại phát xít Nhật, tạo thời cơ thuận lợi cho nhân dân ta đứng lên giành chính quyền. bbox=[146, 687, 278, 704]
question-title: Câu 2: Phong trào cách mạng 1930-1931 và ý nghĩa lịch sử bbox=[8, 777, 140, 789]
answer-paragraph: - Ý nghĩa: giương cao ngọn cờ giải phóng dân tộc, tập hợp rộng rãi các tầng lớp nhân dân, là sự chuẩn bị về chính trị, tư tưởng và tổ chức cho thắng lợi của Tổng khởi nghĩa tháng Tám năm 1945. bbox=[284, 161, 416, 184]
question-title: Câu 2: Phong trào cách mạng 1930-1931 và ý nghĩa lịch sử bbox=[8, 194, 140, 206]
text-column-2 bbox=[146, 6, 278, 1043]
answer-paragraph: - Hạn chế: chưa nêu được mâu thuẫn chủ yếu giữa dân tộc Việt Nam với đế quốc Pháp, nặng về đấu tranh giai cấp và cách mạng ruộng đất; đánh giá không đúng khả năng cách mạng của tiểu tư sản, tư sản dân tộc, trung và tiểu địa chủ. bbox=[560, 437, 693, 465]
question-block bbox=[8, 380, 139, 466]
question-block bbox=[423, 809, 554, 895]
question-title: Câu 4: Chủ trương chuyển hướng chỉ đạo chiến lược của Đảng giai đoạn 1939-1945 bbox=[560, 466, 693, 478]
answer-paragraph: - Ý nghĩa: Cương lĩnh đầu tiên tuy vắn tắt nhưng đã phản ánh đúng những vấn đề cơ bản của cách mạng Việt Nam, kết hợp đúng đắn vấn đề dân tộc và vấn đề giai cấp; độc lập dân tộc gắn liền với chủ nghĩa xã hội là tư tưởng cốt lõi. bbox=[560, 835, 693, 863]
answer-paragraph: - Thành lập Mặt trận Việt Minh để đoàn kết mọi lực lượng; giải quyết vấn đề dân tộc trong khuôn khổ từng nước Đông Dương; xúc tiến chuẩn bị khởi nghĩa vũ trang, coi đó là nhiệm vụ trung tâm của toàn Đảng, toàn dân. bbox=[284, 138, 416, 161]
answer-paragraph: - Từ ngày 6/1 đến 7/2/1930, Hội nghị hợp nhất các tổ chức cộng sản họp tại Cửu Long (Hương Cảng, Trung Quốc) dưới sự chủ trì của Nguyễn Ái Quốc, thông qua Chánh cương vắn tắt, Sách lược vắn tắt, Chương trình tóm tắt và Điều lệ vắn tắt của Đảng. bbox=[146, 220, 278, 248]
question-block bbox=[284, 768, 415, 854]
answer-paragraph: - Luận cương xác định cách mạng Đông Dương lúc đầu là cách mạng tư sản dân quyền, có tính chất thổ địa và phản đế, sau đó bỏ qua thời kỳ tư bổn mà tranh đấu thẳng lên con đường xã hội chủ nghĩa. bbox=[8, 910, 140, 933]
answer-paragraph: - Diễn biến: phong trào nổ ra mạnh mẽ từ tháng 5/1930 trên phạm vi cả nước với nhiều hình thức đấu tranh như bãi công, mít tinh, biểu tình; đỉnh cao là Xô viết Nghệ - Tĩnh với việc thành lập chính quyền cách mạng ở nhiều làng xã. bbox=[146, 409, 278, 437]
question-block bbox=[284, 589, 415, 680]
answer-paragraph: - Nội dung: xác định phương hướng chiến lược là làm tư sản dân quyền cách mạng và thổ địa cách mạng để đi tới xã hội cộng sản; nhiệm vụ đánh đổ đế quốc chủ nghĩa Pháp và bọn phong kiến, làm cho nước Nam hoàn toàn độc lập. bbox=[422, 469, 554, 497]
answer-paragraph: - Ý nghĩa: giương cao ngọn cờ giải phóng dân tộc, tập hợp rộng rãi các tầng lớp nhân dân, là sự chuẩn bị về chính trị, tư tưởng và tổ chức cho thắng lợi của Tổng khởi nghĩa tháng Tám năm 1945. bbox=[8, 443, 140, 465]
answer-paragraph: - Ý nghĩa: giương cao ngọn cờ giải phóng dân tộc, tập hợp rộng rãi các tầng lớp nhân dân, là sự chuẩn bị về chính trị, tư tưởng và tổ chức cho thắng lợi của Tổng khởi nghĩa tháng Tám năm 1945. bbox=[284, 744, 416, 767]
answer-paragraph: - Lực lượng cách mạng: công nhân và nông dân là gốc của cách mạng; đồng thời phải hết sức liên lạc với tiểu tư sản, trí thức, trung nông để kéo họ về phía giai cấp vô sản; đối với phú nông, trung, tiểu địa chủ và tư bản An Nam chưa rõ mặt phản cách mạng thì phải lợi dụng, ít lâu mới làm cho họ đứng trung lập. bbox=[146, 860, 278, 893]
answer-paragraph: - Ý nghĩa: giương cao ngọn cờ giải phóng dân tộc, tập hợp rộng rãi các tầng lớp nhân dân, là sự chuẩn bị về chính trị, tư tưởng và tổ chức cho thắng lợi của Tổng khởi nghĩa tháng Tám năm 1945. bbox=[422, 872, 554, 895]
question-block bbox=[561, 93, 692, 281]
answer-paragraph: - Nội dung: xác định phương hướng chiến lược là làm tư sản dân quyền cách mạng và thổ địa cách mạng để đi tới xã hội cộng sản; nhiệm vụ đánh đổ đế quốc chủ nghĩa Pháp và bọn phong kiến, làm cho nước Nam hoàn toàn độc lập. bbox=[560, 161, 693, 189]
question-block bbox=[8, 195, 139, 286]
answer-paragraph: - Nguyên nhân chủ quan: dân tộc ta có truyền thống yêu nước, đấu tranh kiên cường; có sự lãnh đạo đúng đắn, sáng tạo của Đảng do Chủ tịch Hồ Chí Minh đứng đầu; sự chuẩn bị chu đáo qua ba cao trào cách mạng. bbox=[8, 496, 140, 518]
answer-paragraph: - Thành lập Mặt trận Việt Minh để đoàn kết mọi lực lượng; giải quyết vấn đề dân tộc trong khuôn khổ từng nước Đông Dương; xúc tiến chuẩn bị khởi nghĩa vũ trang, coi đó là nhiệm vụ trung tâm của toàn Đảng, toàn dân. bbox=[560, 507, 693, 529]
question-block bbox=[561, 1050, 692, 1135]
answer-paragraph: - Tháng 10/1930, Hội nghị Ban Chấp hành Trung ương lần thứ nhất họp tại Hương Cảng, quyết định đổi tên Đảng thành Đảng Cộng sản Đông Dương, thông qua Luận cương chính trị do Trần Phú soạn thảo và bầu Trần Phú làm Tổng Bí thư. bbox=[146, 473, 278, 501]
question-block bbox=[284, 6, 415, 97]
answer-paragraph: - Hạn chế: chưa nêu được mâu thuẫn chủ yếu giữa dân tộc Việt Nam với đế quốc Pháp, nặng về đấu tranh giai cấp và cách mạng ruộng đất; đánh giá không đúng khả năng cách mạng của tiểu tư sản, tư sản dân tộc, trung và tiểu địa chủ. bbox=[284, 652, 416, 680]
answer-paragraph: - Lãnh đạo: giai cấp vô sản là lực lượng lãnh đạo cách mạng Việt Nam thông qua đội tiên phong là Đảng Cộng sản. Cách mạng Việt Nam là một bộ phận của cách mạng thế giới, phải liên kết với các dân tộc bị áp bức và giai cấp vô sản thế giới. bbox=[422, 531, 554, 559]
answer-paragraph: - Nội dung: xác định phương hướng chiến lược là làm tư sản dân quyền cách mạng và thổ địa cách mạng để đi tới xã hội cộng sản; nhiệm vụ đánh đổ đế quốc chủ nghĩa Pháp và bọn phong kiến, làm cho nước Nam hoàn toàn độc lập. bbox=[146, 248, 278, 276]
answer-paragraph: - Nguyên nhân khách quan: Hồng quân Liên Xô và quân Đồng minh đánh bại phát xít Nhật, tạo thời cơ thuận lợi cho nhân dân ta đứng lên giành chính quyền. bbox=[284, 197, 416, 214]
question-title: Câu 2: Phong trào cách mạng 1930-1931 và ý nghĩa lịch sử bbox=[560, 281, 693, 293]
answer-paragraph: - Hội nghị Trung ương 6 (11/1939), 7 (11/1940) và 8 (5/1941) đã hoàn chỉnh chủ trương chuyển hướng: đặt nhiệm vụ giải phóng dân tộc lên hàng đầu, tạm gác khẩu hiệu cách mạng ruộng đất, chỉ tịch thu ruộng đất của đế quốc và Việt gian chia cho dân cày nghèo. bbox=[422, 238, 554, 266]
answer-paragraph: - Hoàn cảnh: cuối năm 1929 ở Việt Nam đã xuất hiện ba tổ chức cộng sản hoạt động riêng rẽ, tranh giành ảnh hưởng, gây chia rẽ trong phong trào cách mạng. Yêu cầu cấp bách là phải hợp nhất thành một đảng duy nhất. bbox=[8, 606, 140, 629]
answer-paragraph: - Nguyên nhân chủ quan: dân tộc ta có truyền thống yêu nước, đấu tranh kiên cường; có sự lãnh đạo đúng đắn, sáng tạo của Đảng do Chủ tịch Hồ Chí Minh đứng đầu; sự chuẩn bị chu đáo qua ba cao trào cách mạng. bbox=[560, 35, 693, 57]
question-block bbox=[284, 855, 415, 1043]
answer-paragraph: - Ý nghĩa: giương cao ngọn cờ giải phóng dân tộc, tập hợp rộng rãi các tầng lớp nhân dân, là sự chuẩn bị về chính trị, tư tưởng và tổ chức cho thắng lợi của Tổng khởi nghĩa tháng Tám năm 1945. bbox=[560, 1113, 693, 1135]
question-block bbox=[146, 676, 277, 762]
answer-paragraph: - Diễn biến: phong trào nổ ra mạnh mẽ từ tháng 5/1930 trên phạm vi cả nước với nhiều hình thức đấu tranh như bãi công, mít tinh, biểu tình; đỉnh cao là Xô viết Nghệ - Tĩnh với việc thành lập chính quyền cách mạng ở nhiều làng xã. bbox=[422, 46, 554, 74]
question-block bbox=[8, 778, 139, 869]
section-number: 2 bbox=[65, 556, 82, 590]
section-number: 2 bbox=[203, 556, 221, 590]
question-block bbox=[8, 287, 139, 378]
answer-paragraph: - Diễn biến: phong trào nổ ra mạnh mẽ từ tháng 5/1930 trên phạm vi cả nước với nhiều hình thức đấu tranh như bãi công, mít tinh, biểu tình; đỉnh cao là Xô viết Nghệ - Tĩnh với việc thành lập chính quyền cách mạng ở nhiều làng xã. bbox=[146, 992, 278, 1020]
question-title: Câu 3: Nội dung Luận cương chính trị tháng 10/1930 của Trần Phú bbox=[284, 589, 416, 600]
answer-paragraph: - Nguyên nhân khách quan: Hồng quân Liên Xô và quân Đồng minh đánh bại phát xít Nhật, tạo thời cơ thuận lợi cho nhân dân ta đứng lên giành chính quyền. bbox=[8, 478, 140, 495]
answer-paragraph: - Nội dung: xác định phương hướng chiến lược là làm tư sản dân quyền cách mạng và thổ địa cách mạng để đi tới xã hội cộng sản; nhiệm vụ đánh đổ đế quốc chủ nghĩa Pháp và bọn phong kiến, làm cho nước Nam hoàn toàn độc lập. bbox=[284, 376, 416, 404]
answer-paragraph: - Thành lập Mặt trận Việt Minh để đoàn kết mọi lực lượng; giải quyết vấn đề dân tộc trong khuôn khổ từng nước Đông Dương; xúc tiến chuẩn bị khởi nghĩa vũ trang, coi đó là nhiệm vụ trung tâm của toàn Đảng, toàn dân. bbox=[146, 629, 278, 652]
answer-paragraph: - Bài học: giương cao ngọn cờ độc lập dân tộc, kết hợp đúng đắn hai nhiệm vụ chống đế quốc và chống phong kiến; toàn dân nổi dậy trên nền tảng khối liên minh công nông; lợi dụng mâu thuẫn trong hàng ngũ kẻ thù; kiên quyết dùng bạo lực cách mạng và nắm vững nghệ thuật khởi nghĩa, chọn đúng thời cơ. bbox=[422, 365, 554, 399]
answer-paragraph: - Lãnh đạo: giai cấp vô sản là lực lượng lãnh đạo cách mạng Việt Nam thông qua đội tiên phong là Đảng Cộng sản. Cách mạng Việt Nam là một bộ phận của cách mạng thế giới, phải liên kết với các dân tộc bị áp bức và giai cấp vô sản thế giới. bbox=[146, 311, 278, 339]
question-title: Câu 4: Chủ trương chuyển hướng chỉ đạo chiến lược của Đảng giai đoạn 1939-1945 bbox=[422, 226, 554, 237]
answer-paragraph: - Ý nghĩa: giương cao ngọn cờ giải phóng dân tộc, tập hợp rộng rãi các tầng lớp nhân dân, là sự chuẩn bị về chính trị, tư tưởng và tổ chức cho thắng lợi của Tổng khởi nghĩa tháng Tám năm 1945. bbox=[560, 530, 693, 552]
question-block bbox=[423, 717, 554, 808]
answer-paragraph: - Lực lượng cách mạng: công nhân và nông dân là gốc của cách mạng; đồng thời phải hết sức liên lạc với tiểu tư sản, trí thức, trung nông để kéo họ về phía giai cấp vô sản; đối với phú nông, trung, tiểu địa chủ và tư bản An Nam chưa rõ mặt phản cách mạng thì phải lợi dụng, ít lâu mới làm cho họ đứng trung lập. bbox=[146, 277, 278, 310]
answer-paragraph: - Lực lượng cách mạng: công nhân và nông dân là gốc của cách mạng; đồng thời phải hết sức liên lạc với tiểu tư sản, trí thức, trung nông để kéo họ về phía giai cấp vô sản; đối với phú nông, trung, tiểu địa chủ và tư bản An Nam chưa rõ mặt phản cách mạng thì phải lợi dụng, ít lâu mới làm cho họ đứng trung lập. bbox=[560, 190, 693, 223]
answer-paragraph: - Nguyên nhân chủ quan: dân tộc ta có truyền thống yêu nước, đấu tranh kiên cường; có sự lãnh đạo đúng đắn, sáng tạo của Đảng do Chủ tịch Hồ Chí Minh đứng đầu; sự chuẩn bị chu đáo qua ba cao trào cách mạng. bbox=[146, 122, 278, 144]
answer-paragraph: - Hoàn cảnh: cuối năm 1929 ở Việt Nam đã xuất hiện ba tổ chức cộng sản hoạt động riêng rẽ, tranh giành ảnh hưởng, gây chia rẽ trong phong trào cách mạng. Yêu cầu cấp bách là phải hợp nhất thành một đảng duy nhất. bbox=[422, 417, 554, 440]
answer-paragraph: - Diễn biến: phong trào nổ ra mạnh mẽ từ tháng 5/1930 trên phạm vi cả nước với nhiều hình thức đấu tranh như bãi công, mít tinh, biểu tình; đỉnh cao là Xô viết Nghệ - Tĩnh với việc thành lập chính quyền cách mạng ở nhiều làng xã. bbox=[284, 537, 416, 565]
question-block bbox=[8, 870, 139, 961]
answer-paragraph: - Ý nghĩa: Cương lĩnh đầu tiên tuy vắn tắt nhưng đã phản ánh đúng những vấn đề cơ bản của cách mạng Việt Nam, kết hợp đúng đắn vấn đề dân tộc và vấn đề giai cấp; độc lập dân tộc gắn liền với chủ nghĩa xã hội là tư tưởng cốt lõi. bbox=[146, 922, 278, 950]
answer-paragraph: - Lãnh đạo: giai cấp vô sản là lực lượng lãnh đạo cách mạng Việt Nam thông qua đội tiên phong là Đảng Cộng sản. Cách mạng Việt Nam là một bộ phận của cách mạng thế giới, phải liên kết với các dân tộc bị áp bức và giai cấp vô sản thế giới. bbox=[8, 720, 140, 748]
answer-paragraph: - Bài học: giương cao ngọn cờ độc lập dân tộc, kết hợp đúng đắn hai nhiệm vụ chống đế quốc và chống phong kiến; toàn dân nổi dậy trên nền tảng khối liên minh công nông; lợi dụng mâu thuẫn trong hàng ngũ kẻ thù; kiên quyết dùng bạo lực cách mạng và nắm vững nghệ thuật khởi nghĩa, chọn đúng thời cơ. bbox=[146, 145, 278, 178]
question-block bbox=[146, 6, 277, 92]
answer-paragraph: - Từ ngày 6/1 đến 7/2/1930, Hội nghị hợp nhất các tổ chức cộng sản họp tại Cửu Long (Hương Cảng, Trung Quốc) dưới sự chủ trì của Nguyễn Ái Quốc, thông qua Chánh cương vắn tắt, Sách lược vắn tắt, Chương trình tóm tắt và Điều lệ vắn tắt của Đảng. bbox=[8, 629, 140, 657]
answer-paragraph: - Thành lập Mặt trận Việt Minh để đoàn kết mọi lực lượng; giải quyết vấn đề dân tộc trong khuôn khổ từng nước Đông Dương; xúc tiến chuẩn bị khởi nghĩa vũ trang, coi đó là nhiệm vụ trung tâm của toàn Đảng, toàn dân. bbox=[560, 1090, 693, 1112]
question-title: Câu 2: Phong trào cách mạng 1930-1931 và ý nghĩa lịch sử bbox=[560, 864, 693, 876]
answer-paragraph: - Ý nghĩa: Cương lĩnh đầu tiên tuy vắn tắt nhưng đã phản ánh đúng những vấn đề cơ bản của cách mạng Việt Nam, kết hợp đúng đắn vấn đề dân tộc và vấn đề giai cấp; độc lập dân tộc gắn liền với chủ nghĩa xã hội là tư tưởng cốt lõi. bbox=[146, 339, 278, 367]
answer-paragraph: - Bài học: giương cao ngọn cờ độc lập dân tộc, kết hợp đúng đắn hai nhiệm vụ chống đế quốc và chống phong kiến; toàn dân nổi dậy trên nền tảng khối liên minh công nông; lợi dụng mâu thuẫn trong hàng ngũ kẻ thù; kiên quyết dùng bạo lực cách mạng và nắm vững nghệ thuật khởi nghĩa, chọn đúng thời cơ. bbox=[284, 237, 416, 271]
question-block bbox=[8, 467, 139, 553]
answer-paragraph: - Nội dung: xác định phương hướng chiến lược là làm tư sản dân quyền cách mạng và thổ địa cách mạng để đi tới xã hội cộng sản; nhiệm vụ đánh đổ đế quốc chủ nghĩa Pháp và bọn phong kiến, làm cho nước Nam hoàn toàn độc lập. bbox=[284, 924, 416, 952]
question-block bbox=[561, 957, 692, 1048]
answer-paragraph: - Nội dung: xác định phương hướng chiến lược là làm tư sản dân quyền cách mạng và thổ địa cách mạng để đi tới xã hội cộng sản; nhiệm vụ đánh đổ đế quốc chủ nghĩa Pháp và bọn phong kiến, làm cho nước Nam hoàn toàn độc lập. bbox=[8, 75, 140, 102]
section-number: 3 bbox=[479, 193, 497, 227]
question-block bbox=[146, 93, 277, 179]
answer-paragraph: - Từ ngày 6/1 đến 7/2/1930, Hội nghị hợp nhất các tổ chức cộng sản họp tại Cửu Long (Hương Cảng, Trung Quốc) dưới sự chủ trì của Nguyễn Ái Quốc, thông qua Chánh cương vắn tắt, Sách lược vắn tắt, Chương trình tóm tắt và Điều lệ vắn tắt của Đảng. bbox=[284, 895, 416, 923]
answer-paragraph: - Ý nghĩa: khẳng định đường lối đúng đắn và quyền lãnh đạo của Đảng; hình thành khối liên minh công nông; là cuộc tổng diễn tập đầu tiên chuẩn bị cho Cách mạng Tháng Tám 1945. bbox=[8, 846, 140, 869]
question-title: Câu 2: Phong trào cách mạng 1930-1931 và ý nghĩa lịch sử bbox=[422, 6, 554, 17]
answer-paragraph: - Lãnh đạo: giai cấp vô sản là lực lượng lãnh đạo cách mạng Việt Nam thông qua đội tiên phong là Đảng Cộng sản. Cách mạng Việt Nam là một bộ phận của cách mạng thế giới, phải liên kết với các dân tộc bị áp bức và giai cấp vô sản thế giới. bbox=[284, 439, 416, 467]
question-title: Câu 4: Chủ trương chuyển hướng chỉ đạo chiến lược của Đảng giai đoạn 1939-1945 bbox=[8, 379, 140, 391]
answer-paragraph: - Lãnh đạo: giai cấp vô sản là lực lượng lãnh đạo cách mạng Việt Nam thông qua đội tiên phong là Đảng Cộng sản. Cách mạng Việt Nam là một bộ phận của cách mạng thế giới, phải liên kết với các dân tộc bị áp bức và giai cấp vô sản thế giới. bbox=[146, 894, 278, 922]
question-title: Câu 5: Nguyên nhân thắng lợi và bài học kinh nghiệm của Cách mạng Tháng Tám bbox=[8, 466, 140, 478]
question-block bbox=[284, 308, 415, 496]
answer-paragraph: - Luận cương xác định cách mạng Đông Dương lúc đầu là cách mạng tư sản dân quyền, có tính chất thổ địa và phản đế, sau đó bỏ qua thời kỳ tư bổn mà tranh đấu thẳng lên con đường xã hội chủ nghĩa. bbox=[560, 414, 693, 437]
answer-paragraph: - Nguyên nhân: cuộc khủng hoảng kinh tế thế giới 1929-1933 tác động mạnh đến Việt Nam; thực dân Pháp tăng cường khủng bố trắng sau khởi nghĩa Yên Bái; đời sống nhân dân cực khổ; Đảng ra đời kịp thời lãnh đạo phong trào. bbox=[146, 963, 278, 991]
answer-paragraph: - Diễn biến: phong trào nổ ra mạnh mẽ từ tháng 5/1930 trên phạm vi cả nước với nhiều hình thức đấu tranh như bãi công, mít tinh, biểu tình; đỉnh cao là Xô viết Nghệ - Tĩnh với việc thành lập chính quyền cách mạng ở nhiều làng xã. bbox=[422, 629, 554, 657]
question-block bbox=[284, 185, 415, 271]
question-title: Câu 5: Nguyên nhân thắng lợi và bài học kinh nghiệm của Cách mạng Tháng Tám bbox=[560, 553, 693, 564]
question-title: Câu 4: Chủ trương chuyển hướng chỉ đạo chiến lược của Đảng giai đoạn 1939-1945 bbox=[146, 6, 278, 17]
answer-paragraph: - Diễn biến: phong trào nổ ra mạnh mẽ từ tháng 5/1930 trên phạm vi cả nước với nhiều hình thức đấu tranh như bãi công, mít tinh, biểu tình; đỉnh cao là Xô viết Nghệ - Tĩnh với việc thành lập chính quyền cách mạng ở nhiều làng xã. bbox=[8, 818, 140, 846]
question-title: Câu 1: Trình bày hoàn cảnh ra đời và nội dung cơ bản của Cương lĩnh chính trị đầu tiên của Đảng (2/1930). Ý nghĩa lịch sử? bbox=[560, 92, 693, 109]
answer-paragraph: - Bài học: giương cao ngọn cờ độc lập dân tộc, kết hợp đúng đắn hai nhiệm vụ chống đế quốc và chống phong kiến; toàn dân nổi dậy trên nền tảng khối liên minh công nông; lợi dụng mâu thuẫn trong hàng ngũ kẻ thù; kiên quyết dùng bạo lực cách mạng và nắm vững nghệ thuật khởi nghĩa, chọn đúng thời cơ. bbox=[284, 820, 416, 854]
answer-paragraph: - Luận cương xác định cách mạng Đông Dương lúc đầu là cách mạng tư sản dân quyền, có tính chất thổ địa và phản đế, sau đó bỏ qua thời kỳ tư bổn mà tranh đấu thẳng lên con đường xã hội chủ nghĩa. bbox=[284, 629, 416, 652]
answer-paragraph: - Hội nghị Trung ương 6 (11/1939), 7 (11/1940) và 8 (5/1941) đã hoàn chỉnh chủ trương chuyển hướng: đặt nhiệm vụ giải phóng dân tộc lên hàng đầu, tạm gác khẩu hiệu cách mạng ruộng đất, chỉ tịch thu ruộng đất của đế quốc và Việt gian chia cho dân cày nghèo. bbox=[422, 821, 554, 849]
question-title: Câu 5: Nguyên nhân thắng lợi và bài học kinh nghiệm của Cách mạng Tháng Tám bbox=[284, 768, 416, 779]
answer-paragraph: - Ý nghĩa: giương cao ngọn cờ giải phóng dân tộc, tập hợp rộng rãi các tầng lớp nhân dân, là sự chuẩn bị về chính trị, tư tưởng và tổ chức cho thắng lợi của Tổng khởi nghĩa tháng Tám năm 1945. bbox=[422, 289, 554, 312]
question-title: Câu 5: Nguyên nhân thắng lợi và bài học kinh nghiệm của Cách mạng Tháng Tám bbox=[422, 313, 554, 324]
question-title: Câu 2: Phong trào cách mạng 1930-1931 và ý nghĩa lịch sử bbox=[284, 496, 416, 508]
